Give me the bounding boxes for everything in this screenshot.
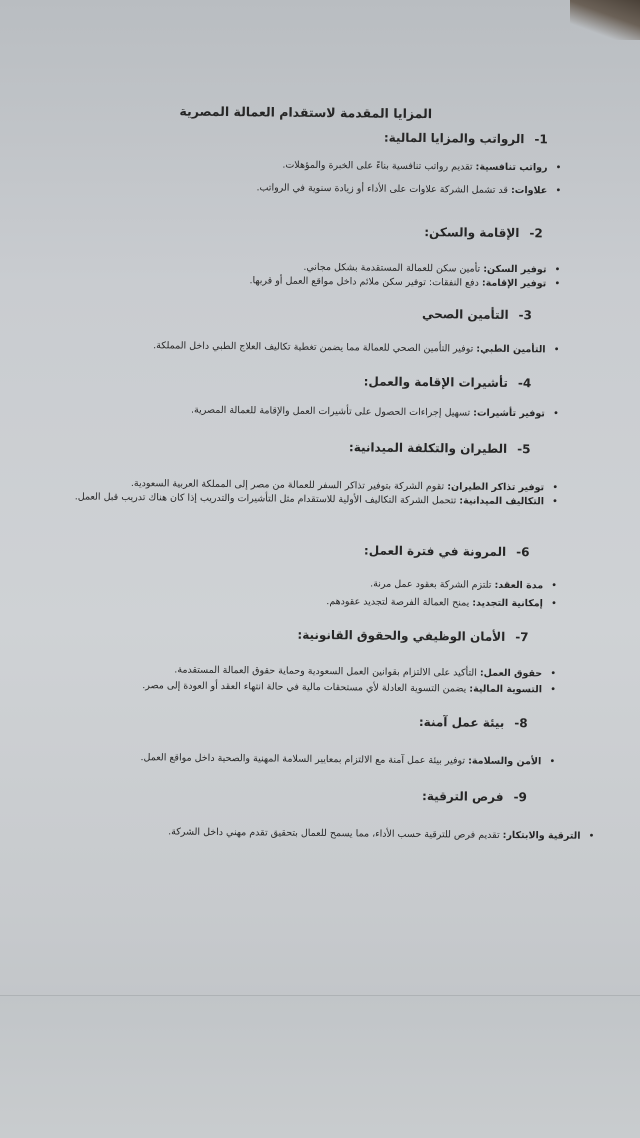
section-9-heading: 9-فرص الترقية: xyxy=(422,789,527,805)
section-2-item-2: • توفير الإقامة: دفع النفقات: توفير سكن ملائم داخل مواقع العمل أو قربها. xyxy=(249,275,561,290)
section-7-item-1: • حقوق العمل: التأكيد على الالتزام بقوانين العمل السعودية وحماية حقوق العمالة المستقدمة. xyxy=(174,664,557,680)
section-5-item-2: • التكاليف الميدانية: تتحمل الشركة التكاليف الأولية للاستقدام مثل التأشيرات والتدريب إذا كان هناك تدريب قبل العمل. xyxy=(74,491,559,508)
bullet-icon: • xyxy=(552,496,559,508)
section-5-heading: 5-الطيران والتكلفة الميدانية: xyxy=(348,440,531,457)
section-3-heading: 3-التأمين الصحي xyxy=(421,307,533,323)
bullet-icon: • xyxy=(552,482,559,494)
section-9-item-1: • الترقية والابتكار: تقديم فرص للترقية حسب الأداء، مما يسمح للعمال بتحقيق تقدم مهني داخل الشركة. xyxy=(168,826,595,842)
section-2-item-1: • توفير السكن: تأمين سكن للعمالة المستقدمة بشكل مجاني. xyxy=(303,261,561,276)
bullet-icon: • xyxy=(552,408,559,420)
bullet-icon: • xyxy=(550,684,557,696)
section-3-item-1: • التأمين الطبي: توفير التأمين الصحي للعمالة مما يضمن تغطية تكاليف العلاج الطبي داخل المملكة. xyxy=(153,340,560,356)
section-1-item-1: • رواتب تنافسية: تقديم رواتب تنافسية بناءً على الخبرة والمؤهلات. xyxy=(282,159,562,174)
bullet-icon: • xyxy=(551,580,558,592)
bullet-icon: • xyxy=(550,598,557,610)
bullet-icon: • xyxy=(588,830,595,842)
bullet-icon: • xyxy=(555,185,562,197)
section-4-item-1: • توفير تأشيرات: تسهيل إجراءات الحصول على تأشيرات العمل والإقامة للعمالة المصرية. xyxy=(191,404,559,420)
section-7-item-2: • التسوية المالية: يضمن التسوية العادلة لأي مستحقات مالية في حالة انتهاء العقد أو العودة إلى مصر. xyxy=(142,680,557,696)
section-1-item-2: • علاوات: قد تشمل الشركة علاوات على الأداء أو زيادة سنوية في الرواتب. xyxy=(256,182,562,197)
section-8-heading: 8-بيئة عمل آمنة: xyxy=(418,715,528,731)
bullet-icon: • xyxy=(554,278,561,290)
section-2-heading: 2-الإقامة والسكن: xyxy=(424,225,543,241)
page-fold xyxy=(0,995,640,1138)
section-8-item-1: • الأمن والسلامة: توفير بيئة عمل آمنة مع الالتزام بمعايير السلامة المهنية والصحية داخل مواقع العمل. xyxy=(140,752,556,768)
section-6-item-2: • إمكانية التجديد: يمنح العمالة الفرصة لتجديد عقودهم. xyxy=(326,596,557,610)
section-1-heading: 1-الرواتب والمزايا المالية: xyxy=(383,130,548,147)
bullet-icon: • xyxy=(554,264,561,276)
bullet-icon: • xyxy=(550,668,557,680)
bullet-icon: • xyxy=(549,756,556,768)
section-5-item-1: • توفير تذاكر الطيران: تقوم الشركة بتوفير تذاكر السفر للعمالة من مصر إلى المملكة العربية السعودية. xyxy=(130,478,559,494)
section-4-heading: 4-تأشيرات الإقامة والعمل: xyxy=(363,374,532,391)
section-6-item-1: • مدة العقد: تلتزم الشركة بعقود عمل مرنة. xyxy=(370,578,558,592)
bullet-icon: • xyxy=(553,344,560,356)
section-6-heading: 6-المرونة في فترة العمل: xyxy=(363,543,530,560)
section-7-heading: 7-الأمان الوظيفي والحقوق القانونية: xyxy=(297,627,529,645)
bullet-icon: • xyxy=(555,162,562,174)
document-title: المزايا المقدمة لاستقدام العمالة المصرية xyxy=(179,103,433,122)
